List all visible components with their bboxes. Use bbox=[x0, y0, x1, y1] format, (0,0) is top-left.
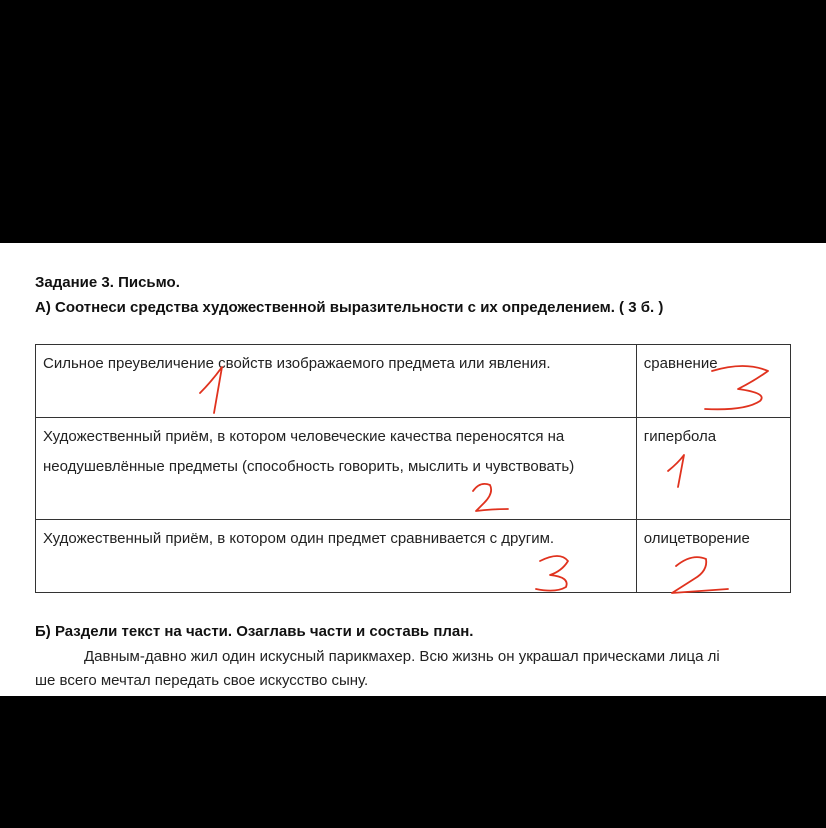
task-b-instruction: Б) Раздели текст на части. Озаглавь части и составь план. bbox=[35, 623, 474, 640]
definition-cell: Художественный приём, в котором один предмет сравнивается с другим. bbox=[36, 520, 637, 593]
text-line: Давным-давно жил один искусный парикмахер. Всю жизнь он украшал прическами лица лі bbox=[84, 648, 720, 665]
worksheet-page bbox=[0, 243, 826, 696]
matching-table bbox=[35, 344, 791, 593]
text-line: ше всего мечтал передать свое искусство сыну. bbox=[35, 672, 369, 689]
definition-cell: Художественный приём, в котором человеческие качества переносятся на неодушевлённые предметы (способность говорить, мыслить и чувствовать) bbox=[36, 418, 637, 520]
table-row bbox=[36, 345, 791, 418]
term-cell: гипербола bbox=[636, 418, 790, 520]
term-cell: олицетворение bbox=[636, 520, 790, 593]
definition-cell: Сильное преувеличение свойств изображаемого предмета или явления. bbox=[36, 345, 637, 418]
task-a-instruction: А) Соотнеси средства художественной выразительности с их определением. ( 3 б. ) bbox=[35, 299, 664, 316]
table-row bbox=[36, 520, 791, 593]
table-row bbox=[36, 418, 791, 520]
term-cell: сравнение bbox=[636, 345, 790, 418]
task-title: Задание 3. Письмо. bbox=[35, 274, 180, 291]
